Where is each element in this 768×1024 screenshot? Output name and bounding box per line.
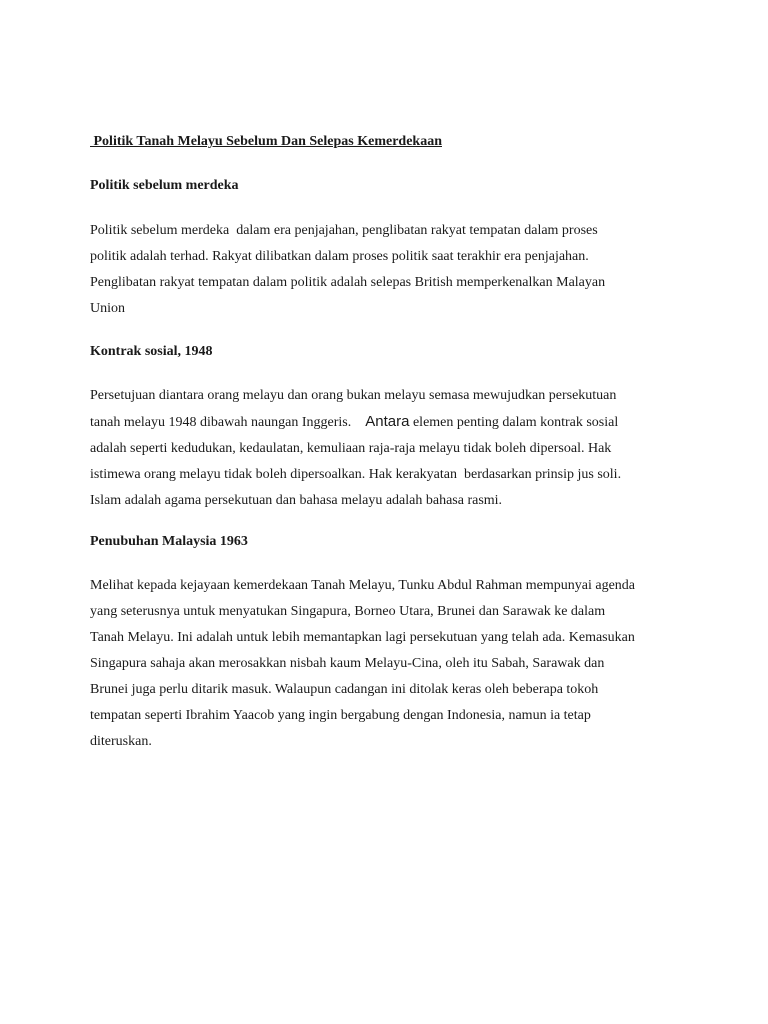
section-heading: Politik sebelum merdeka	[90, 178, 239, 193]
line-text: elemen penting dalam kontrak sosial	[409, 415, 619, 430]
paragraph-line: Tanah Melayu. Ini adalah untuk lebih memantapkan lagi persekutuan yang telah ada. Kemasukan	[90, 630, 635, 645]
section-heading: Kontrak sosial, 1948	[90, 344, 213, 359]
section-paragraph	[90, 573, 690, 755]
section-paragraph	[90, 218, 690, 322]
line-text: tanah melayu 1948 dibawah naungan Inggeris.	[90, 415, 352, 430]
inline-sans-word: Antara	[365, 413, 410, 430]
paragraph-line: diteruskan.	[90, 734, 152, 749]
section-paragraph	[90, 383, 690, 514]
paragraph-line: Politik sebelum merdeka dalam era penjajahan, penglibatan rakyat tempatan dalam proses	[90, 223, 598, 238]
paragraph-line: Brunei juga perlu ditarik masuk. Walaupun cadangan ini ditolak keras oleh beberapa tokoh	[90, 682, 599, 697]
paragraph-line: Persetujuan diantara orang melayu dan orang bukan melayu semasa mewujudkan persekutuan	[90, 388, 617, 403]
paragraph-line: Singapura sahaja akan merosakkan nisbah kaum Melayu-Cina, oleh itu Sabah, Sarawak dan	[90, 656, 605, 671]
paragraph-line: politik adalah terhad. Rakyat dilibatkan dalam proses politik saat terakhir era penjajahan.	[90, 249, 589, 264]
paragraph-line: tempatan seperti Ibrahim Yaacob yang ingin bergabung dengan Indonesia, namun ia tetap	[90, 708, 591, 723]
paragraph-line	[90, 409, 690, 436]
paragraph-line: Islam adalah agama persekutuan dan bahasa melayu adalah bahasa rasmi.	[90, 493, 503, 508]
paragraph-line: adalah seperti kedudukan, kedaulatan, kemuliaan raja-raja melayu tidak boleh dipersoal. Hak	[90, 441, 612, 456]
paragraph-line: yang seterusnya untuk menyatukan Singapura, Borneo Utara, Brunei dan Sarawak ke dalam	[90, 604, 606, 619]
paragraph-line: Union	[90, 301, 125, 316]
paragraph-line: istimewa orang melayu tidak boleh dipersoalkan. Hak kerakyatan berdasarkan prinsip jus soli.	[90, 467, 622, 482]
paragraph-line: Penglibatan rakyat tempatan dalam politik adalah selepas British memperkenalkan Malayan	[90, 275, 606, 290]
document-title: Politik Tanah Melayu Sebelum Dan Selepas Kemerdekaan	[90, 134, 442, 149]
section-heading: Penubuhan Malaysia 1963	[90, 534, 248, 549]
paragraph-line: Melihat kepada kejayaan kemerdekaan Tanah Melayu, Tunku Abdul Rahman mempunyai agenda	[90, 578, 635, 593]
